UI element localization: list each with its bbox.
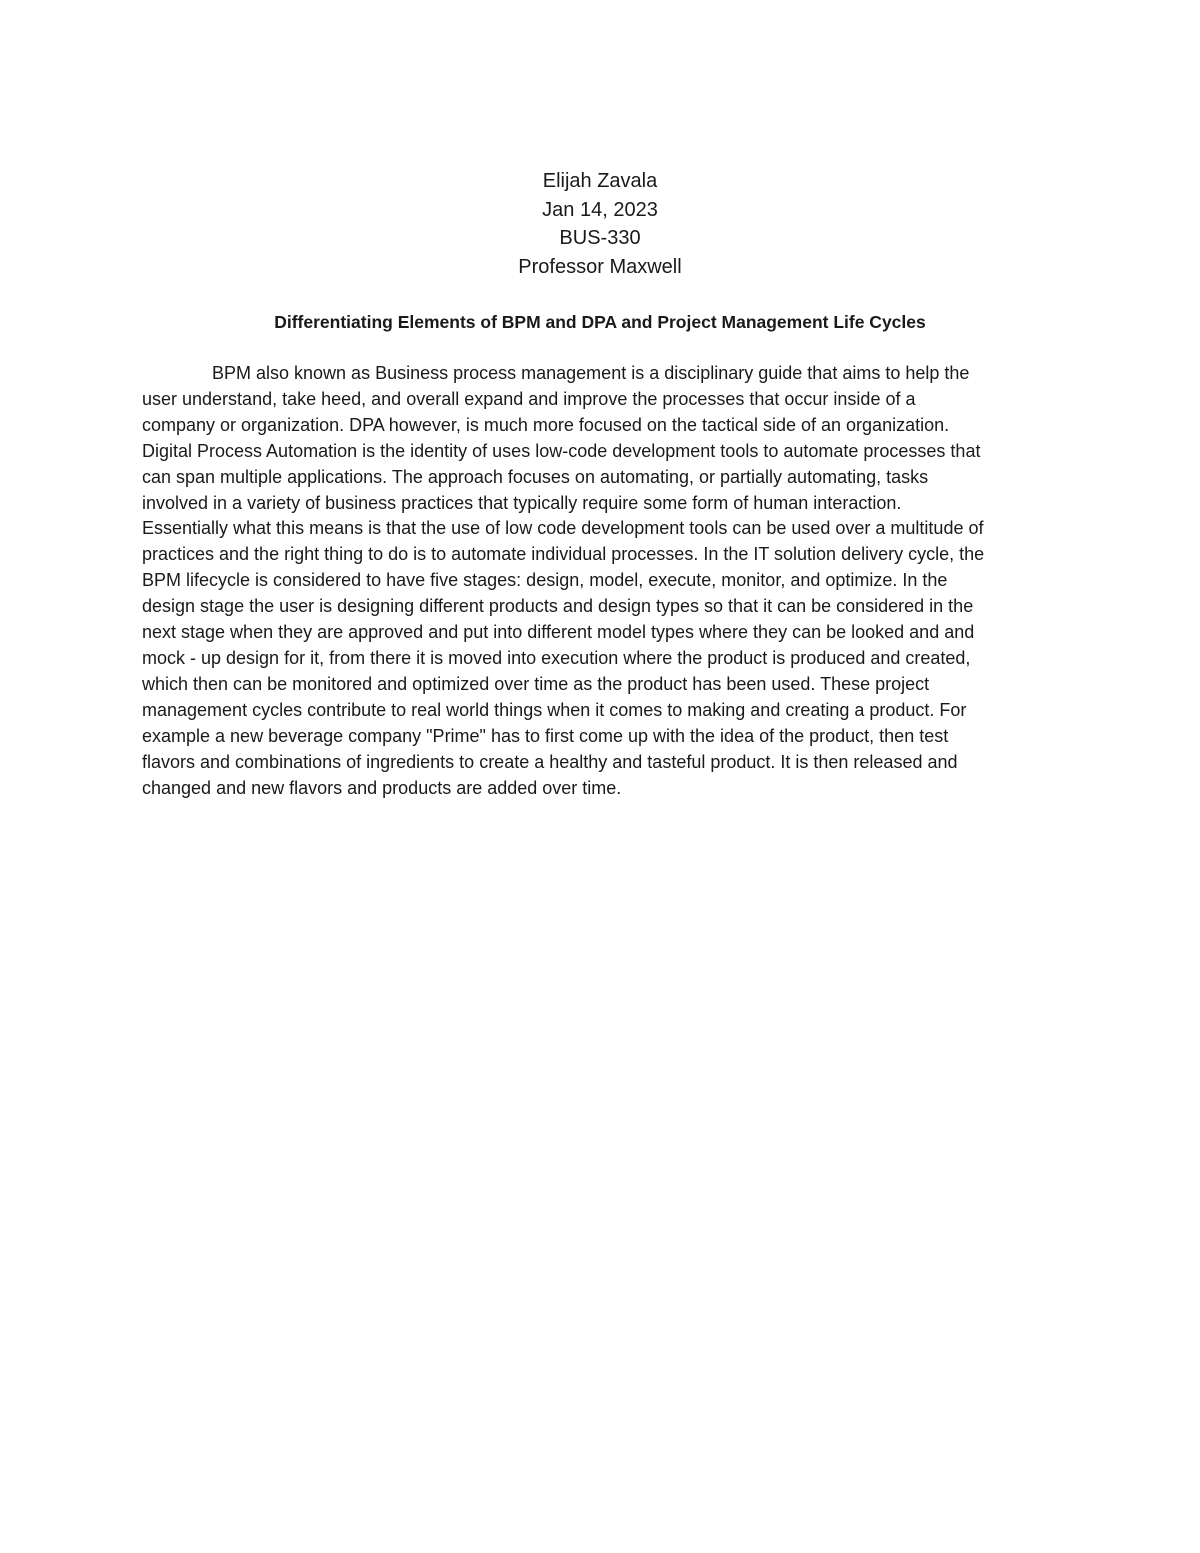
- body-line: practices and the right thing to do is to automate individual processes. In the IT solution delivery cycle, the: [142, 544, 985, 565]
- body-line: which then can be monitored and optimized over time as the product has been used. These project: [142, 673, 930, 694]
- body-paragraph: [142, 361, 1072, 801]
- course-code: BUS-330: [559, 227, 641, 249]
- heading-block: [0, 167, 1200, 281]
- body-line: mock - up design for it, from there it is moved into execution where the product is produced and created,: [142, 647, 971, 668]
- body-line: Essentially what this means is that the use of low code development tools can be used over a multitude of: [142, 518, 984, 539]
- document-date: Jan 14, 2023: [542, 198, 658, 221]
- body-line: involved in a variety of business practices that typically require some form of human interaction.: [142, 492, 902, 513]
- body-line: can span multiple applications. The approach focuses on automating, or partially automating, tasks: [142, 466, 929, 487]
- author-name: Elijah Zavala: [542, 170, 658, 192]
- body-line: BPM also known as Business process management is a disciplinary guide that aims to help the: [212, 363, 970, 383]
- body-line: next stage when they are approved and put into different model types where they can be looked and and: [142, 622, 975, 643]
- document-title: Differentiating Elements of BPM and DPA and Project Management Life Cycles: [274, 312, 926, 332]
- body-line: management cycles contribute to real world things when it comes to making and creating a product. For: [142, 699, 967, 720]
- body-line: changed and new flavors and products are added over time.: [142, 777, 622, 798]
- body-line: example a new beverage company "Prime" has to first come up with the idea of the product, then test: [142, 725, 949, 746]
- body-line: design stage the user is designing different products and design types so that it can be considered in the: [142, 596, 974, 617]
- professor-name: Professor Maxwell: [518, 255, 682, 278]
- body-line: flavors and combinations of ingredients to create a healthy and tasteful product. It is then released and: [142, 751, 958, 772]
- body-line: company or organization. DPA however, is much more focused on the tactical side of an organization.: [142, 414, 950, 435]
- body-line: Digital Process Automation is the identity of uses low-code development tools to automate processes that: [142, 440, 981, 461]
- body-line: BPM lifecycle is considered to have five stages: design, model, execute, monitor, and optimize. In the: [142, 570, 948, 591]
- body-line: user understand, take heed, and overall expand and improve the processes that occur inside of a: [142, 388, 916, 409]
